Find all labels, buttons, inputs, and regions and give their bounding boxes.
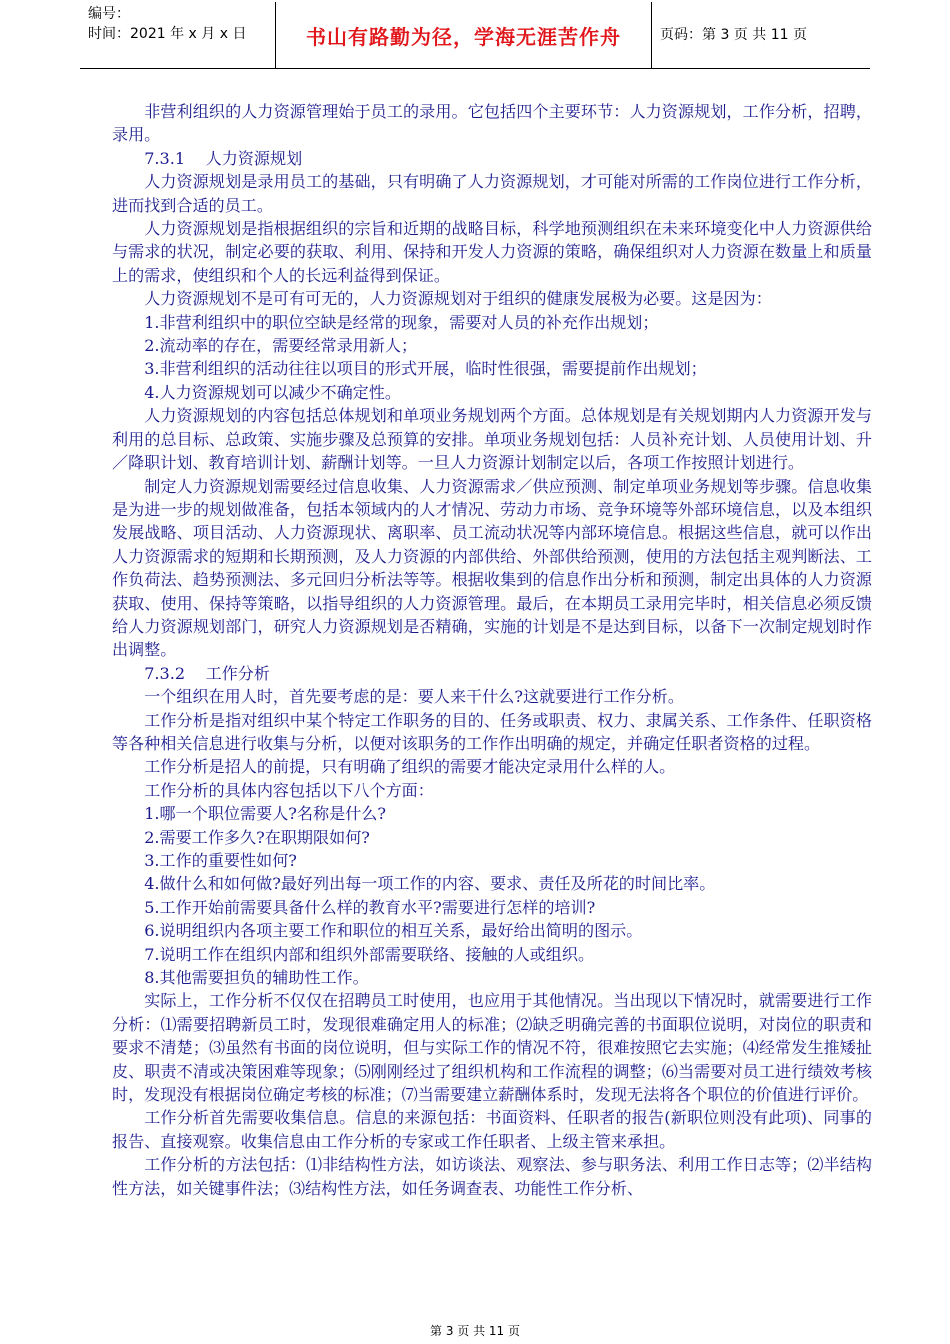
body-paragraph: 工作分析是招人的前提，只有明确了组织的需要才能决定录用什么样的人。	[144, 757, 676, 777]
body-paragraph: 4.人力资源规划可以减少不确定性。	[144, 382, 401, 402]
body-paragraph: 8.其他需要担负的辅助性工作。	[144, 968, 369, 988]
page-footer: 第 3 页 共 11 页	[430, 1324, 520, 1338]
body-paragraph: 工作分析的方法包括：⑴非结构性方法，如访谈法、观察法、参与职务法、利用工作日志等；⑵半结构性方法，如关键事件法；⑶结构性方法，如任务调查表、功能性工作分析、	[112, 1155, 872, 1198]
body-paragraph: 人力资源规划的内容包括总体规划和单项业务规划两个方面。总体规划是有关规划期内人力资源开发与利用的总目标、总政策、实施步骤及总预算的安排。单项业务规划包括：人员补充计划、人员使用计划、升／降职计划、教育培训计划、薪酬计划等。一旦人力资源计划制定以后，各项工作按照计划进行。	[112, 406, 872, 473]
header-motto: 书山有路勤为径，学海无涯苦作舟	[275, 2, 652, 68]
body-paragraph: 工作分析的具体内容包括以下八个方面：	[144, 780, 434, 800]
body-paragraph: 人力资源规划是指根据组织的宗旨和近期的战略目标，科学地预测组织在未来环境变化中人力资源供给与需求的状况，制定必要的获取、利用、保持和开发人力资源的策略，确保组织对人力资源在数量上和质量上的需求，使组织和个人的长远利益得到保证。	[112, 219, 872, 285]
body-paragraph: 1.哪一个职位需要人?名称是什么?	[144, 804, 387, 824]
body-paragraph: 7.3.1 人力资源规划	[144, 148, 303, 168]
body-paragraph: 4.做什么和如何做?最好列出每一项工作的内容、要求、责任及所花的时间比率。	[144, 874, 716, 894]
header-meta	[88, 4, 278, 44]
body-paragraph: 2.需要工作多久?在职期限如何?	[144, 827, 370, 847]
body-paragraph: 人力资源规划不是可有可无的，人力资源规划对于组织的健康发展极为必要。这是因为：	[144, 289, 772, 309]
body-paragraph: 7.说明工作在组织内部和组织外部需要联络、接触的人或组织。	[144, 944, 595, 964]
body-paragraph: 实际上，工作分析不仅仅在招聘员工时使用，也应用于其他情况。当出现以下情况时，就需要进行工作分析：⑴需要招聘新员工时，发现很难确定用人的标准；⑵缺乏明确完善的书面职位说明，对岗位的职责和要求不清楚；⑶虽然有书面的岗位说明，但与实际工作的情况不符，很难按照它去实施；⑷经常发生推矮扯皮、职责不清或决策困难等现象；⑸刚刚经过了组织机构和工作流程的调整；⑹当需要对员工进行绩效考核时，发现没有根据岗位确定考核的标准；⑺当需要建立薪酬体系时，发现无法将各个职位的价值进行评价。	[112, 991, 872, 1105]
body-paragraph: 工作分析首先需要收集信息。信息的来源包括：书面资料、任职者的报告(新职位则没有此项)、同事的报告、直接观察。收集信息由工作分析的专家或工作任职者、上级主管来承担。	[112, 1108, 872, 1151]
body-paragraph: 制定人力资源规划需要经过信息收集、人力资源需求／供应预测、制定单项业务规划等步骤。信息收集是为进一步的规划做准备，包括本领域内的人才情况、劳动力市场、竞争环境等外部环境信息，以及本组织发展战略、项目活动、人力资源现状、离职率、员工流动状况等内部环境信息。根据这些信息，就可以作出人力资源需求的短期和长期预测，及人力资源的内部供给、外部供给预测，使用的方法包括主观判断法、工作负荷法、趋势预测法、多元回归分析法等等。根据收集到的信息作出分析和预测，制定出具体的人力资源获取、使用、保持等策略，以指导组织的人力资源管理。最后，在本期员工录用完毕时，相关信息必须反馈给人力资源规划部门，研究人力资源规划是否精确，实施的计划是不是达到目标，以备下一次制定规划时作出调整。	[112, 476, 872, 660]
body-paragraph: 7.3.2 工作分析	[144, 663, 270, 683]
page-header	[80, 2, 870, 69]
body-paragraph: 6.说明组织内各项主要工作和职位的相互关系，最好给出简明的图示。	[144, 921, 643, 941]
body-paragraph: 一个组织在用人时，首先要考虑的是：要人来干什么?这就要进行工作分析。	[144, 687, 684, 707]
body-paragraph: 1.非营利组织中的职位空缺是经常的现象，需要对人员的补充作出规划；	[144, 312, 659, 332]
document-number-label: 编号：	[88, 6, 130, 22]
document-time-label: 时间：2021 年 x 月 x 日	[88, 26, 247, 42]
document-body	[112, 100, 872, 1200]
body-paragraph: 人力资源规划是录用员工的基础，只有明确了人力资源规划，才可能对所需的工作岗位进行工作分析，进而找到合适的员工。	[112, 172, 872, 215]
body-paragraph: 工作分析是指对组织中某个特定工作职务的目的、任务或职责、权力、隶属关系、工作条件、任职资格等各种相关信息进行收集与分析，以便对该职务的工作作出明确的规定，并确定任职者资格的过程。	[112, 710, 872, 753]
body-paragraph: 非营利组织的人力资源管理始于员工的录用。它包括四个主要环节：人力资源规划，工作分析，招聘，录用。	[112, 102, 872, 145]
header-page-info: 页码：第 3 页 共 11 页	[660, 27, 807, 43]
body-paragraph: 3.工作的重要性如何?	[144, 851, 297, 870]
body-paragraph: 3.非营利组织的活动往往以项目的形式开展，临时性很强，需要提前作出规划；	[144, 359, 707, 379]
body-paragraph: 2.流动率的存在，需要经常录用新人；	[144, 336, 418, 356]
body-paragraph: 5.工作开始前需要具备什么样的教育水平?需要进行怎样的培训?	[144, 897, 596, 917]
